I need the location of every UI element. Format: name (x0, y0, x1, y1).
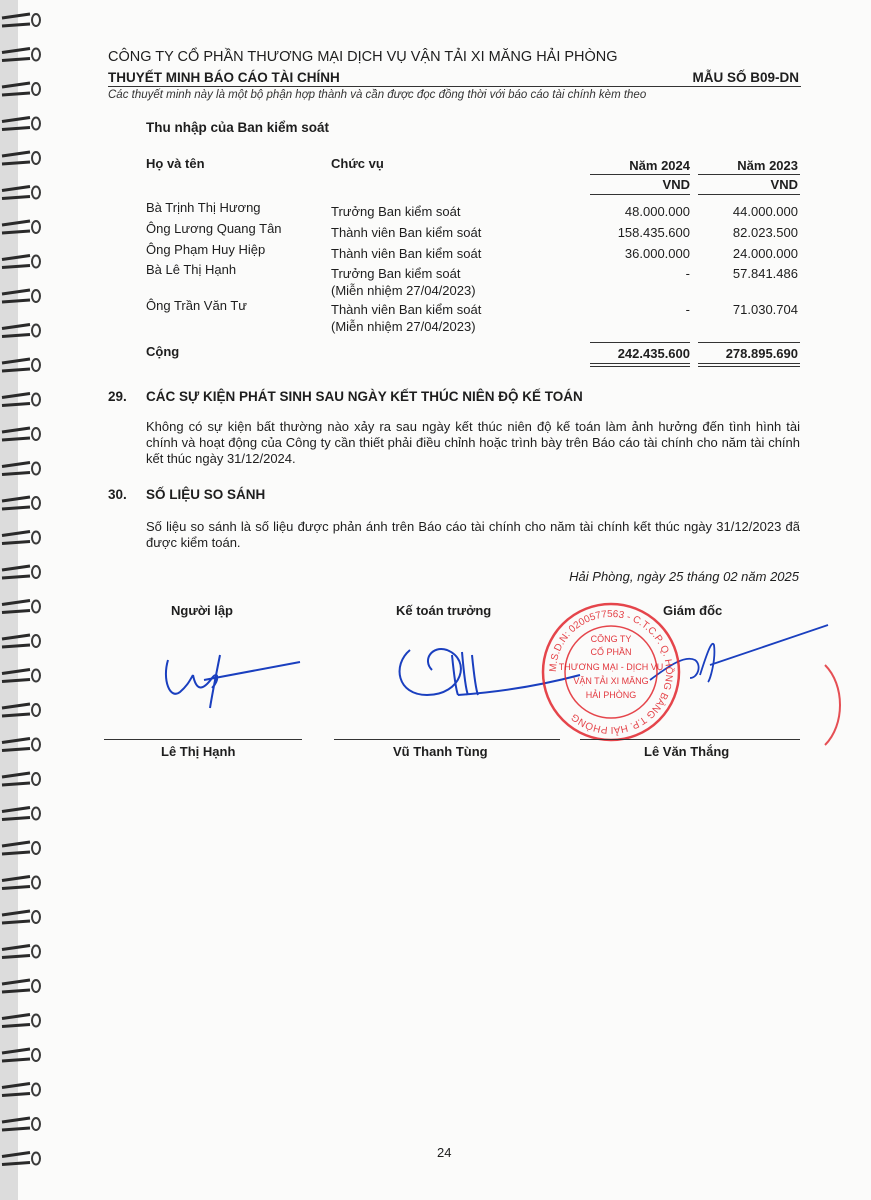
page-number: 24 (437, 1145, 452, 1160)
accountant-label: Kế toán trưởng (396, 603, 492, 618)
director-label: Giám đốc (663, 603, 723, 618)
company-stamp (536, 600, 686, 745)
col-header-name: Họ và tên (146, 156, 205, 171)
row-value-2024: 36.000.000 (624, 246, 690, 261)
row-name: Bà Trịnh Thị Hương (146, 200, 261, 215)
row-value-2023: 71.030.704 (732, 302, 798, 317)
total-2024-rule-b (590, 366, 690, 367)
income-heading: Thu nhập của Ban kiểm soát (146, 120, 330, 135)
col-header-2024: Năm 2024 (629, 158, 690, 173)
total-label: Cộng (146, 344, 180, 359)
total-2024: 242.435.600 (617, 346, 690, 361)
preparer-name: Lê Thị Hạnh (161, 744, 236, 759)
row-name: Ông Phạm Huy Hiệp (146, 242, 266, 257)
row-position: Trưởng Ban kiểm soát (331, 266, 461, 281)
stamp-line: HẢI PHÒNG (585, 690, 637, 700)
spiral-binding (0, 0, 60, 1200)
total-2023-rule-b (698, 366, 800, 367)
total-2023: 278.895.690 (725, 346, 798, 361)
col-2024-header-rule (590, 174, 690, 175)
document-title: THUYẾT MINH BÁO CÁO TÀI CHÍNH (108, 70, 340, 85)
section-29-title: CÁC SỰ KIỆN PHÁT SINH SAU NGÀY KẾT THÚC NIÊN ĐỘ KẾ TOÁN (146, 389, 583, 404)
accountant-name: Vũ Thanh Tùng (393, 744, 488, 759)
row-value-2024: - (685, 266, 690, 281)
row-position: Thành viên Ban kiểm soát (331, 302, 482, 317)
section-29-text: Không có sự kiện bất thường nào xảy ra sau ngày kết thúc niên độ kế toán làm ảnh hưởng đến tình hình tài chính và hoạt động của Công ty cần thiết phải điều chỉnh hoặc trình bày trên Báo cáo tài chính cho năm tài chính kết thúc ngày 31/12/2024. (146, 419, 800, 466)
form-code: MẪU SỐ B09-DN (692, 70, 799, 85)
col-2023-unit-rule (698, 194, 800, 195)
document-subtitle: Các thuyết minh này là một bộ phận hợp thành và cần được đọc đồng thời với báo cáo tài chính kèm theo (108, 89, 647, 101)
row-name: Ông Trần Văn Tư (146, 298, 247, 313)
row-value-2023: 82.023.500 (732, 225, 798, 240)
preparer-label: Người lập (171, 603, 233, 618)
col-header-position: Chức vụ (331, 156, 384, 171)
row-position: Thành viên Ban kiểm soát (331, 246, 482, 261)
col-unit-2023: VND (770, 177, 798, 192)
stamp-line: THƯƠNG MẠI - DỊCH VỤ (558, 662, 664, 672)
margin-stamp-fragment (820, 660, 850, 750)
section-30-text: Số liệu so sánh là số liệu được phản ánh trên Báo cáo tài chính cho năm tài chính kết thúc ngày 31/12/2023 đã được kiểm toán. (146, 519, 800, 550)
col-2023-header-rule (698, 174, 800, 175)
col-header-2023: Năm 2023 (737, 158, 798, 173)
stamp-line: CỔ PHẦN (590, 647, 632, 657)
total-2023-rule-a (698, 363, 800, 364)
section-29-number: 29. (108, 389, 127, 404)
row-position-note: (Miễn nhiệm 27/04/2023) (331, 283, 476, 298)
row-value-2023: 24.000.000 (732, 246, 798, 261)
section-30-title: SỐ LIỆU SO SÁNH (146, 487, 266, 502)
place-date: Hải Phòng, ngày 25 tháng 02 năm 2025 (569, 569, 799, 584)
row-name: Bà Lê Thị Hạnh (146, 262, 237, 277)
stamp-line: VẬN TẢI XI MĂNG (573, 676, 649, 686)
total-2024-rule-a (590, 363, 690, 364)
header-rule (108, 86, 801, 87)
row-value-2024: - (685, 302, 690, 317)
row-value-2024: 48.000.000 (624, 204, 690, 219)
row-position: Trưởng Ban kiểm soát (331, 204, 461, 219)
total-2024-top-rule (590, 342, 690, 343)
row-value-2024: 158.435.600 (617, 225, 690, 240)
accountant-sign-line (334, 739, 560, 740)
preparer-signature (160, 650, 310, 710)
svg-text:M.S.D.N: 0200577563 - C.T.C.P.: M.S.D.N: 0200577563 - C.T.C.P. Q. HỒNG BÀNG T.P. HẢI PHÒNG (547, 608, 675, 736)
row-value-2023: 57.841.486 (732, 266, 798, 281)
director-sign-line (580, 739, 800, 740)
row-position: Thành viên Ban kiểm soát (331, 225, 482, 240)
row-value-2023: 44.000.000 (732, 204, 798, 219)
col-2024-unit-rule (590, 194, 690, 195)
preparer-sign-line (104, 739, 302, 740)
col-unit-2024: VND (662, 177, 690, 192)
stamp-line: CÔNG TY (590, 634, 632, 644)
director-name: Lê Văn Thắng (644, 744, 730, 759)
row-name: Ông Lương Quang Tân (146, 221, 282, 236)
company-name: CÔNG TY CỔ PHẦN THƯƠNG MẠI DỊCH VỤ VẬN TẢI XI MĂNG HẢI PHÒNG (108, 49, 618, 65)
total-2023-top-rule (698, 342, 800, 343)
row-position-note: (Miễn nhiệm 27/04/2023) (331, 319, 476, 334)
section-30-number: 30. (108, 487, 127, 502)
